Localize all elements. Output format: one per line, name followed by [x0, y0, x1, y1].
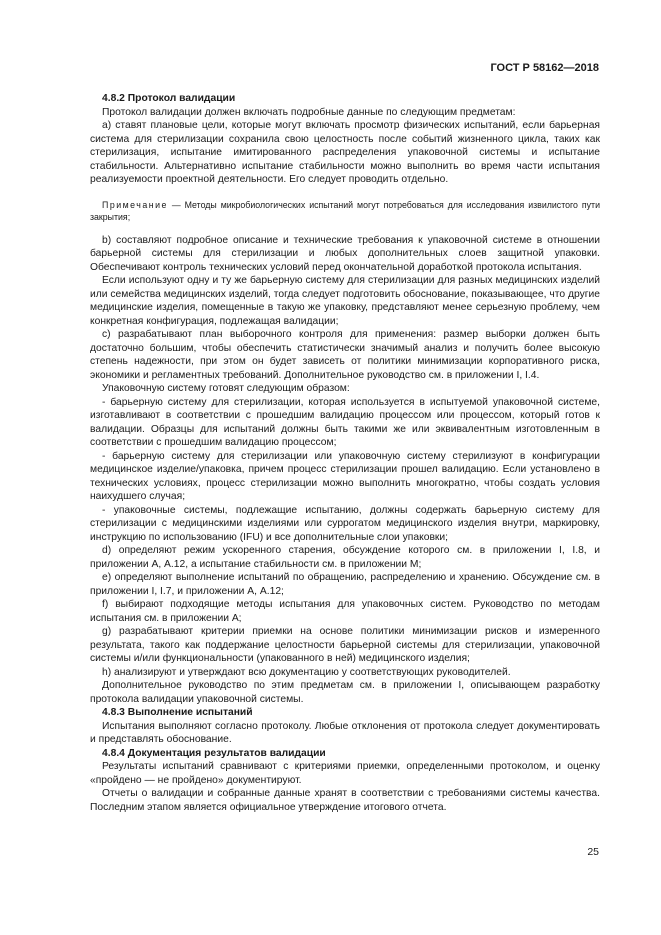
paragraph-additional-guidance: Дополнительное руководство по этим предметам см. в приложении I, описывающем разработку протокола валидации упаковочной системы.: [90, 680, 600, 705]
paragraph-reports-storage: Отчеты о валидации и собранные данные хранят в соответствии с требованиями системы качества. Последним этапом является официальное утверждение итогового отчета.: [90, 788, 600, 813]
paragraph-intro: Протокол валидации должен включать подробные данные по следующим предметам:: [102, 106, 516, 118]
list-item-c: с) разрабатывают план выборочного контроля для применения: размер выборки должен быть достаточно большим, чтобы обеспечить статистически значимый анализ и получить более высокую степень надежности, при этом он будет зависеть от политики минимизации корпоративного риска, экономики и регламентных требований. Дополнительное руководство см. в приложении I, I.4.: [90, 329, 600, 381]
section-heading-4-8-2: 4.8.2 Протокол валидации: [102, 93, 236, 104]
list-item-b: b) составляют подробное описание и технические требования к упаковочной системе в отношении барьерной системы для стерилизации и любых дополнительных слоев защитной упаковки. Обеспечивают контроль технических условий перед окончательной доработкой протокола испытания.: [90, 234, 600, 273]
list-item-a: а) ставят плановые цели, которые могут включать просмотр физических испытаний, если барьерная система для стерилизации сохранила свою целостность после событий жизненного цикла, таких как стерилизация, испытание имитированного распределения упаковочной системы и испытание стабильности. Альтернативно испытание стабильности можно выполнить во время части испытания реализуемости проектной деятельности. Его следует проводить отдельно.: [90, 120, 600, 185]
paragraph-test-execution: Испытания выполняют согласно протоколу. Любые отклонения от протокола следует документировать и представлять обоснование.: [90, 720, 600, 745]
dash-item-2: - барьерную систему для стерилизации или упаковочную систему стерилизуют в конфигурации медицинское изделие/упаковка, причем процесс стерилизации прошел валидацию. Если установлено в технических условиях, процесс стерилизации можно выполнить многократно, чтобы создать условия наихудшего случая;: [90, 450, 600, 502]
note: [90, 199, 600, 223]
section-heading-4-8-3: 4.8.3 Выполнение испытаний: [102, 707, 253, 718]
document-body: [90, 92, 600, 814]
list-item-f: f) выбирают подходящие методы испытания для упаковочных систем. Руководство по методам испытания см. в приложении А;: [90, 599, 600, 624]
list-item-e: е) определяют выполнение испытаний по обращению, распределению и хранению. Обсуждение см. в приложении I, I.7, и приложении А, А.12;: [90, 572, 600, 597]
document-code: ГОСТ Р 58162—2018: [490, 62, 599, 74]
note-label: Примечание: [102, 199, 168, 210]
dash-item-1: - барьерную систему для стерилизации, которая используется в испытуемой упаковочной системе, изготавливают в соответствии с прошедшим валидацию процессом или процессом, который готов к валидации. Образцы для испытаний должны быть такими же или эквивалентным изготовленным в соответствии с прошедшим валидацию процессом;: [90, 396, 600, 448]
list-item-h: h) анализируют и утверждают всю документацию у соответствующих руководителей.: [102, 666, 511, 678]
paragraph-results-comparison: Результаты испытаний сравнивают с критериями приемки, определенными протоколом, и оценку «пройдено — не пройдено» документируют.: [90, 761, 600, 786]
paragraph-b-continued: Если используют одну и ту же барьерную систему для стерилизации для разных медицинских изделий или семейства медицинских изделий, тогда следует подготовить обоснование, показывающее, что другие медицинские изделия, помещенные в такую же упаковку, представляют менее серьезную проблему, чем конкретная конфигурация, подлежащая валидации;: [90, 275, 600, 327]
list-item-d: d) определяют режим ускоренного старения, обсуждение которого см. в приложении I, I.8, и приложении А, А.12, а испытание стабильности см. в приложении М;: [90, 545, 600, 570]
list-item-g: g) разрабатывают критерии приемки на основе политики минимизации рисков и измеренного результата, такого как поддержание целостности барьерной системы для стерилизации, упаковочной системы и/или функциональности (упакованного в ней) медицинского изделия;: [90, 626, 600, 664]
paragraph-preparation: Упаковочную систему готовят следующим образом:: [102, 383, 350, 394]
section-heading-4-8-4: 4.8.4 Документация результатов валидации: [102, 747, 326, 759]
note-text: — Методы микробиологических испытаний могут потребоваться для исследования извилистого пути закрытия;: [90, 199, 600, 222]
page-number: 25: [587, 846, 599, 858]
dash-item-3: - упаковочные системы, подлежащие испытанию, должны содержать барьерную систему для стерилизации с медицинскими изделиями или суррогатом медицинского изделия внутри, маркировку, инструкцию по использованию (IFU) и все дополнительные слои упаковки;: [90, 504, 600, 543]
